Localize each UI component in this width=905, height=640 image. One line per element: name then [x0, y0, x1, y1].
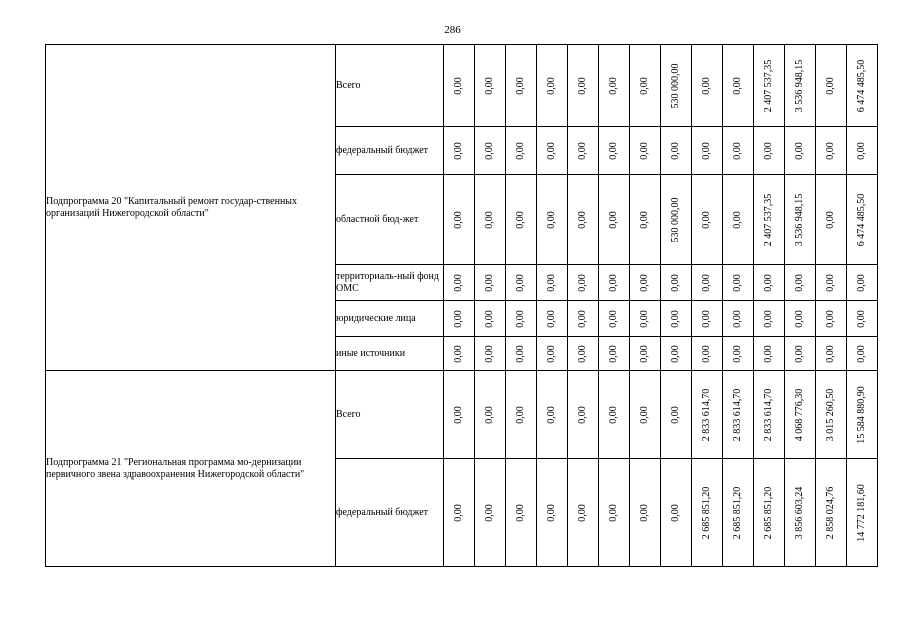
value-cell	[537, 371, 568, 459]
table-row	[46, 371, 878, 459]
value-text: 0,00	[608, 141, 619, 160]
table-row	[46, 45, 878, 127]
value-cell	[444, 175, 475, 265]
value-cell	[661, 175, 692, 265]
value-text: 0,00	[825, 76, 836, 95]
value-cell	[661, 301, 692, 337]
value-cell	[630, 337, 661, 371]
value-cell	[816, 265, 847, 301]
value-text: 0,00	[763, 344, 774, 363]
value-cell	[537, 45, 568, 127]
value-cell	[506, 337, 537, 371]
value-cell	[661, 127, 692, 175]
value-text: 0,00	[546, 309, 557, 328]
value-text: 0,00	[484, 344, 495, 363]
value-text: 0,00	[763, 309, 774, 328]
value-text: 0,00	[484, 210, 495, 229]
value-cell	[785, 265, 816, 301]
value-text: 0,00	[825, 141, 836, 160]
value-text: 0,00	[577, 309, 588, 328]
value-text: 0,00	[608, 405, 619, 424]
funding-source-cell: иные источники	[336, 337, 444, 371]
value-cell	[630, 265, 661, 301]
value-cell	[816, 175, 847, 265]
value-text: 0,00	[546, 210, 557, 229]
value-cell	[816, 45, 847, 127]
value-text: 0,00	[670, 273, 681, 292]
value-text: 0,00	[856, 273, 867, 292]
value-text: 4 068 776,30	[794, 388, 805, 441]
value-cell	[630, 127, 661, 175]
value-cell	[785, 459, 816, 567]
value-cell	[754, 371, 785, 459]
value-cell	[537, 301, 568, 337]
value-cell	[444, 459, 475, 567]
value-text: 0,00	[484, 503, 495, 522]
value-text: 0,00	[546, 76, 557, 95]
value-cell	[785, 45, 816, 127]
value-text: 0,00	[701, 344, 712, 363]
value-cell	[785, 127, 816, 175]
value-text: 0,00	[484, 273, 495, 292]
value-cell	[506, 371, 537, 459]
value-text: 0,00	[794, 141, 805, 160]
value-text: 0,00	[639, 141, 650, 160]
value-cell	[754, 337, 785, 371]
value-cell	[568, 265, 599, 301]
value-cell	[754, 45, 785, 127]
value-cell	[661, 45, 692, 127]
value-text: 0,00	[453, 141, 464, 160]
value-cell	[754, 127, 785, 175]
value-text: 0,00	[856, 309, 867, 328]
value-cell	[847, 45, 878, 127]
value-cell	[692, 337, 723, 371]
value-cell	[847, 337, 878, 371]
value-cell	[568, 175, 599, 265]
value-cell	[599, 301, 630, 337]
value-cell	[506, 175, 537, 265]
value-cell	[444, 301, 475, 337]
value-text: 0,00	[577, 344, 588, 363]
value-cell	[723, 459, 754, 567]
value-cell	[444, 45, 475, 127]
value-cell	[506, 127, 537, 175]
value-text: 0,00	[515, 344, 526, 363]
funding-source-cell: юридические лица	[336, 301, 444, 337]
value-cell	[599, 127, 630, 175]
value-cell	[692, 301, 723, 337]
value-cell	[785, 337, 816, 371]
value-text: 0,00	[670, 344, 681, 363]
value-cell	[599, 265, 630, 301]
value-cell	[661, 371, 692, 459]
value-text: 6 474 485,50	[856, 193, 867, 246]
value-cell	[692, 459, 723, 567]
value-text: 0,00	[639, 344, 650, 363]
value-text: 2 407 537,35	[763, 59, 774, 112]
value-cell	[568, 45, 599, 127]
value-text: 0,00	[484, 405, 495, 424]
value-text: 15 584 880,90	[856, 385, 867, 444]
value-cell	[506, 45, 537, 127]
value-text: 0,00	[453, 503, 464, 522]
value-cell	[599, 459, 630, 567]
value-cell	[847, 301, 878, 337]
value-text: 0,00	[546, 405, 557, 424]
value-text: 2 685 851,20	[763, 486, 774, 539]
value-cell	[630, 175, 661, 265]
value-cell	[816, 459, 847, 567]
value-text: 0,00	[670, 141, 681, 160]
value-text: 0,00	[577, 76, 588, 95]
value-text: 0,00	[763, 141, 774, 160]
value-text: 0,00	[732, 141, 743, 160]
page-number: 286	[444, 24, 461, 36]
value-text: 0,00	[701, 76, 712, 95]
value-cell	[475, 175, 506, 265]
value-text: 530 000,00	[670, 197, 681, 242]
value-text: 0,00	[453, 273, 464, 292]
value-text: 0,00	[546, 503, 557, 522]
value-text: 0,00	[763, 273, 774, 292]
value-cell	[847, 371, 878, 459]
value-text: 0,00	[639, 405, 650, 424]
value-cell	[723, 45, 754, 127]
budget-table	[45, 44, 878, 567]
value-text: 0,00	[608, 76, 619, 95]
value-cell	[785, 175, 816, 265]
value-cell	[723, 175, 754, 265]
value-cell	[537, 459, 568, 567]
value-cell	[444, 127, 475, 175]
value-cell	[723, 371, 754, 459]
value-cell	[816, 371, 847, 459]
value-cell	[723, 265, 754, 301]
value-cell	[568, 127, 599, 175]
value-text: 2 685 851,20	[732, 486, 743, 539]
value-text: 0,00	[577, 210, 588, 229]
value-text: 0,00	[794, 273, 805, 292]
value-text: 0,00	[732, 76, 743, 95]
value-text: 0,00	[453, 210, 464, 229]
value-text: 0,00	[453, 309, 464, 328]
value-cell	[661, 337, 692, 371]
value-text: 0,00	[825, 210, 836, 229]
value-text: 0,00	[608, 503, 619, 522]
value-cell	[599, 45, 630, 127]
value-text: 0,00	[546, 273, 557, 292]
value-text: 3 856 603,24	[794, 486, 805, 539]
value-text: 0,00	[577, 273, 588, 292]
value-cell	[816, 337, 847, 371]
value-cell	[506, 301, 537, 337]
value-cell	[661, 265, 692, 301]
value-text: 0,00	[577, 405, 588, 424]
value-cell	[723, 127, 754, 175]
value-text: 0,00	[701, 141, 712, 160]
value-cell	[847, 175, 878, 265]
value-text: 0,00	[670, 503, 681, 522]
funding-source-cell: областной бюд-жет	[336, 175, 444, 265]
value-text: 0,00	[453, 405, 464, 424]
value-text: 0,00	[515, 210, 526, 229]
value-text: 0,00	[515, 141, 526, 160]
value-text: 0,00	[825, 273, 836, 292]
value-text: 3 015 260,50	[825, 388, 836, 441]
value-text: 0,00	[484, 76, 495, 95]
value-cell	[475, 265, 506, 301]
value-cell	[537, 265, 568, 301]
value-text: 0,00	[639, 273, 650, 292]
value-text: 0,00	[577, 141, 588, 160]
value-cell	[475, 337, 506, 371]
value-text: 0,00	[608, 210, 619, 229]
value-cell	[630, 45, 661, 127]
value-text: 0,00	[639, 309, 650, 328]
value-cell	[754, 175, 785, 265]
value-cell	[630, 459, 661, 567]
value-cell	[692, 265, 723, 301]
value-text: 0,00	[608, 309, 619, 328]
value-cell	[475, 45, 506, 127]
value-cell	[754, 265, 785, 301]
value-cell	[475, 301, 506, 337]
value-text: 0,00	[577, 503, 588, 522]
value-text: 0,00	[639, 210, 650, 229]
value-text: 0,00	[670, 309, 681, 328]
value-cell	[754, 459, 785, 567]
value-cell	[785, 371, 816, 459]
value-cell	[506, 459, 537, 567]
value-cell	[568, 371, 599, 459]
value-cell	[630, 301, 661, 337]
value-cell	[816, 301, 847, 337]
value-text: 0,00	[515, 76, 526, 95]
value-cell	[754, 301, 785, 337]
value-cell	[723, 301, 754, 337]
value-cell	[444, 371, 475, 459]
value-text: 0,00	[639, 503, 650, 522]
program-name-cell: Подпрограмма 21 "Региональная программа мо-дернизации первичного звена здравоохранения Нижегородской области"	[46, 371, 336, 567]
value-text: 0,00	[608, 273, 619, 292]
value-text: 0,00	[608, 344, 619, 363]
value-cell	[444, 265, 475, 301]
value-text: 0,00	[825, 344, 836, 363]
value-text: 0,00	[732, 273, 743, 292]
value-text: 0,00	[732, 344, 743, 363]
value-text: 0,00	[546, 141, 557, 160]
funding-source-cell: территориаль-ный фонд ОМС	[336, 265, 444, 301]
value-cell	[692, 45, 723, 127]
value-cell	[475, 127, 506, 175]
value-text: 0,00	[453, 76, 464, 95]
value-text: 0,00	[453, 344, 464, 363]
value-text: 0,00	[701, 273, 712, 292]
value-cell	[630, 371, 661, 459]
value-cell	[537, 337, 568, 371]
value-cell	[599, 337, 630, 371]
value-text: 0,00	[484, 309, 495, 328]
value-text: 0,00	[515, 273, 526, 292]
value-cell	[692, 371, 723, 459]
value-cell	[599, 175, 630, 265]
value-cell	[723, 337, 754, 371]
value-text: 0,00	[825, 309, 836, 328]
value-cell	[847, 459, 878, 567]
value-text: 2 685 851,20	[701, 486, 712, 539]
funding-source-cell: Всего	[336, 45, 444, 127]
value-cell	[785, 301, 816, 337]
program-name-cell: Подпрограмма 20 "Капитальный ремонт государ-ственных организаций Нижегородской области"	[46, 45, 336, 371]
value-cell	[692, 175, 723, 265]
value-text: 0,00	[732, 309, 743, 328]
funding-source-cell: федеральный бюджет	[336, 459, 444, 567]
value-cell	[847, 127, 878, 175]
value-text: 0,00	[515, 405, 526, 424]
value-cell	[506, 265, 537, 301]
value-text: 14 772 181,60	[856, 483, 867, 542]
value-cell	[475, 459, 506, 567]
value-text: 0,00	[639, 76, 650, 95]
value-text: 2 407 537,35	[763, 193, 774, 246]
value-cell	[568, 459, 599, 567]
value-cell	[599, 371, 630, 459]
value-cell	[475, 371, 506, 459]
funding-source-cell: Всего	[336, 371, 444, 459]
value-text: 0,00	[515, 309, 526, 328]
value-text: 530 000,00	[670, 63, 681, 108]
value-cell	[692, 127, 723, 175]
value-text: 0,00	[515, 503, 526, 522]
value-cell	[568, 301, 599, 337]
value-cell	[847, 265, 878, 301]
value-text: 0,00	[856, 344, 867, 363]
value-cell	[568, 337, 599, 371]
value-text: 2 858 024,76	[825, 486, 836, 539]
value-text: 2 833 614,70	[732, 388, 743, 441]
value-text: 0,00	[794, 344, 805, 363]
value-text: 0,00	[794, 309, 805, 328]
table-body	[46, 45, 878, 567]
value-cell	[816, 127, 847, 175]
value-text: 0,00	[732, 210, 743, 229]
value-text: 0,00	[701, 309, 712, 328]
value-text: 3 536 948,15	[794, 193, 805, 246]
value-text: 0,00	[484, 141, 495, 160]
value-text: 2 833 614,70	[701, 388, 712, 441]
value-cell	[537, 175, 568, 265]
value-cell	[537, 127, 568, 175]
funding-source-cell: федеральный бюджет	[336, 127, 444, 175]
value-text: 0,00	[856, 141, 867, 160]
value-text: 2 833 614,70	[763, 388, 774, 441]
value-text: 0,00	[670, 405, 681, 424]
value-cell	[661, 459, 692, 567]
value-cell	[444, 337, 475, 371]
value-text: 3 536 948,15	[794, 59, 805, 112]
value-text: 0,00	[546, 344, 557, 363]
value-text: 6 474 485,50	[856, 59, 867, 112]
value-text: 0,00	[701, 210, 712, 229]
